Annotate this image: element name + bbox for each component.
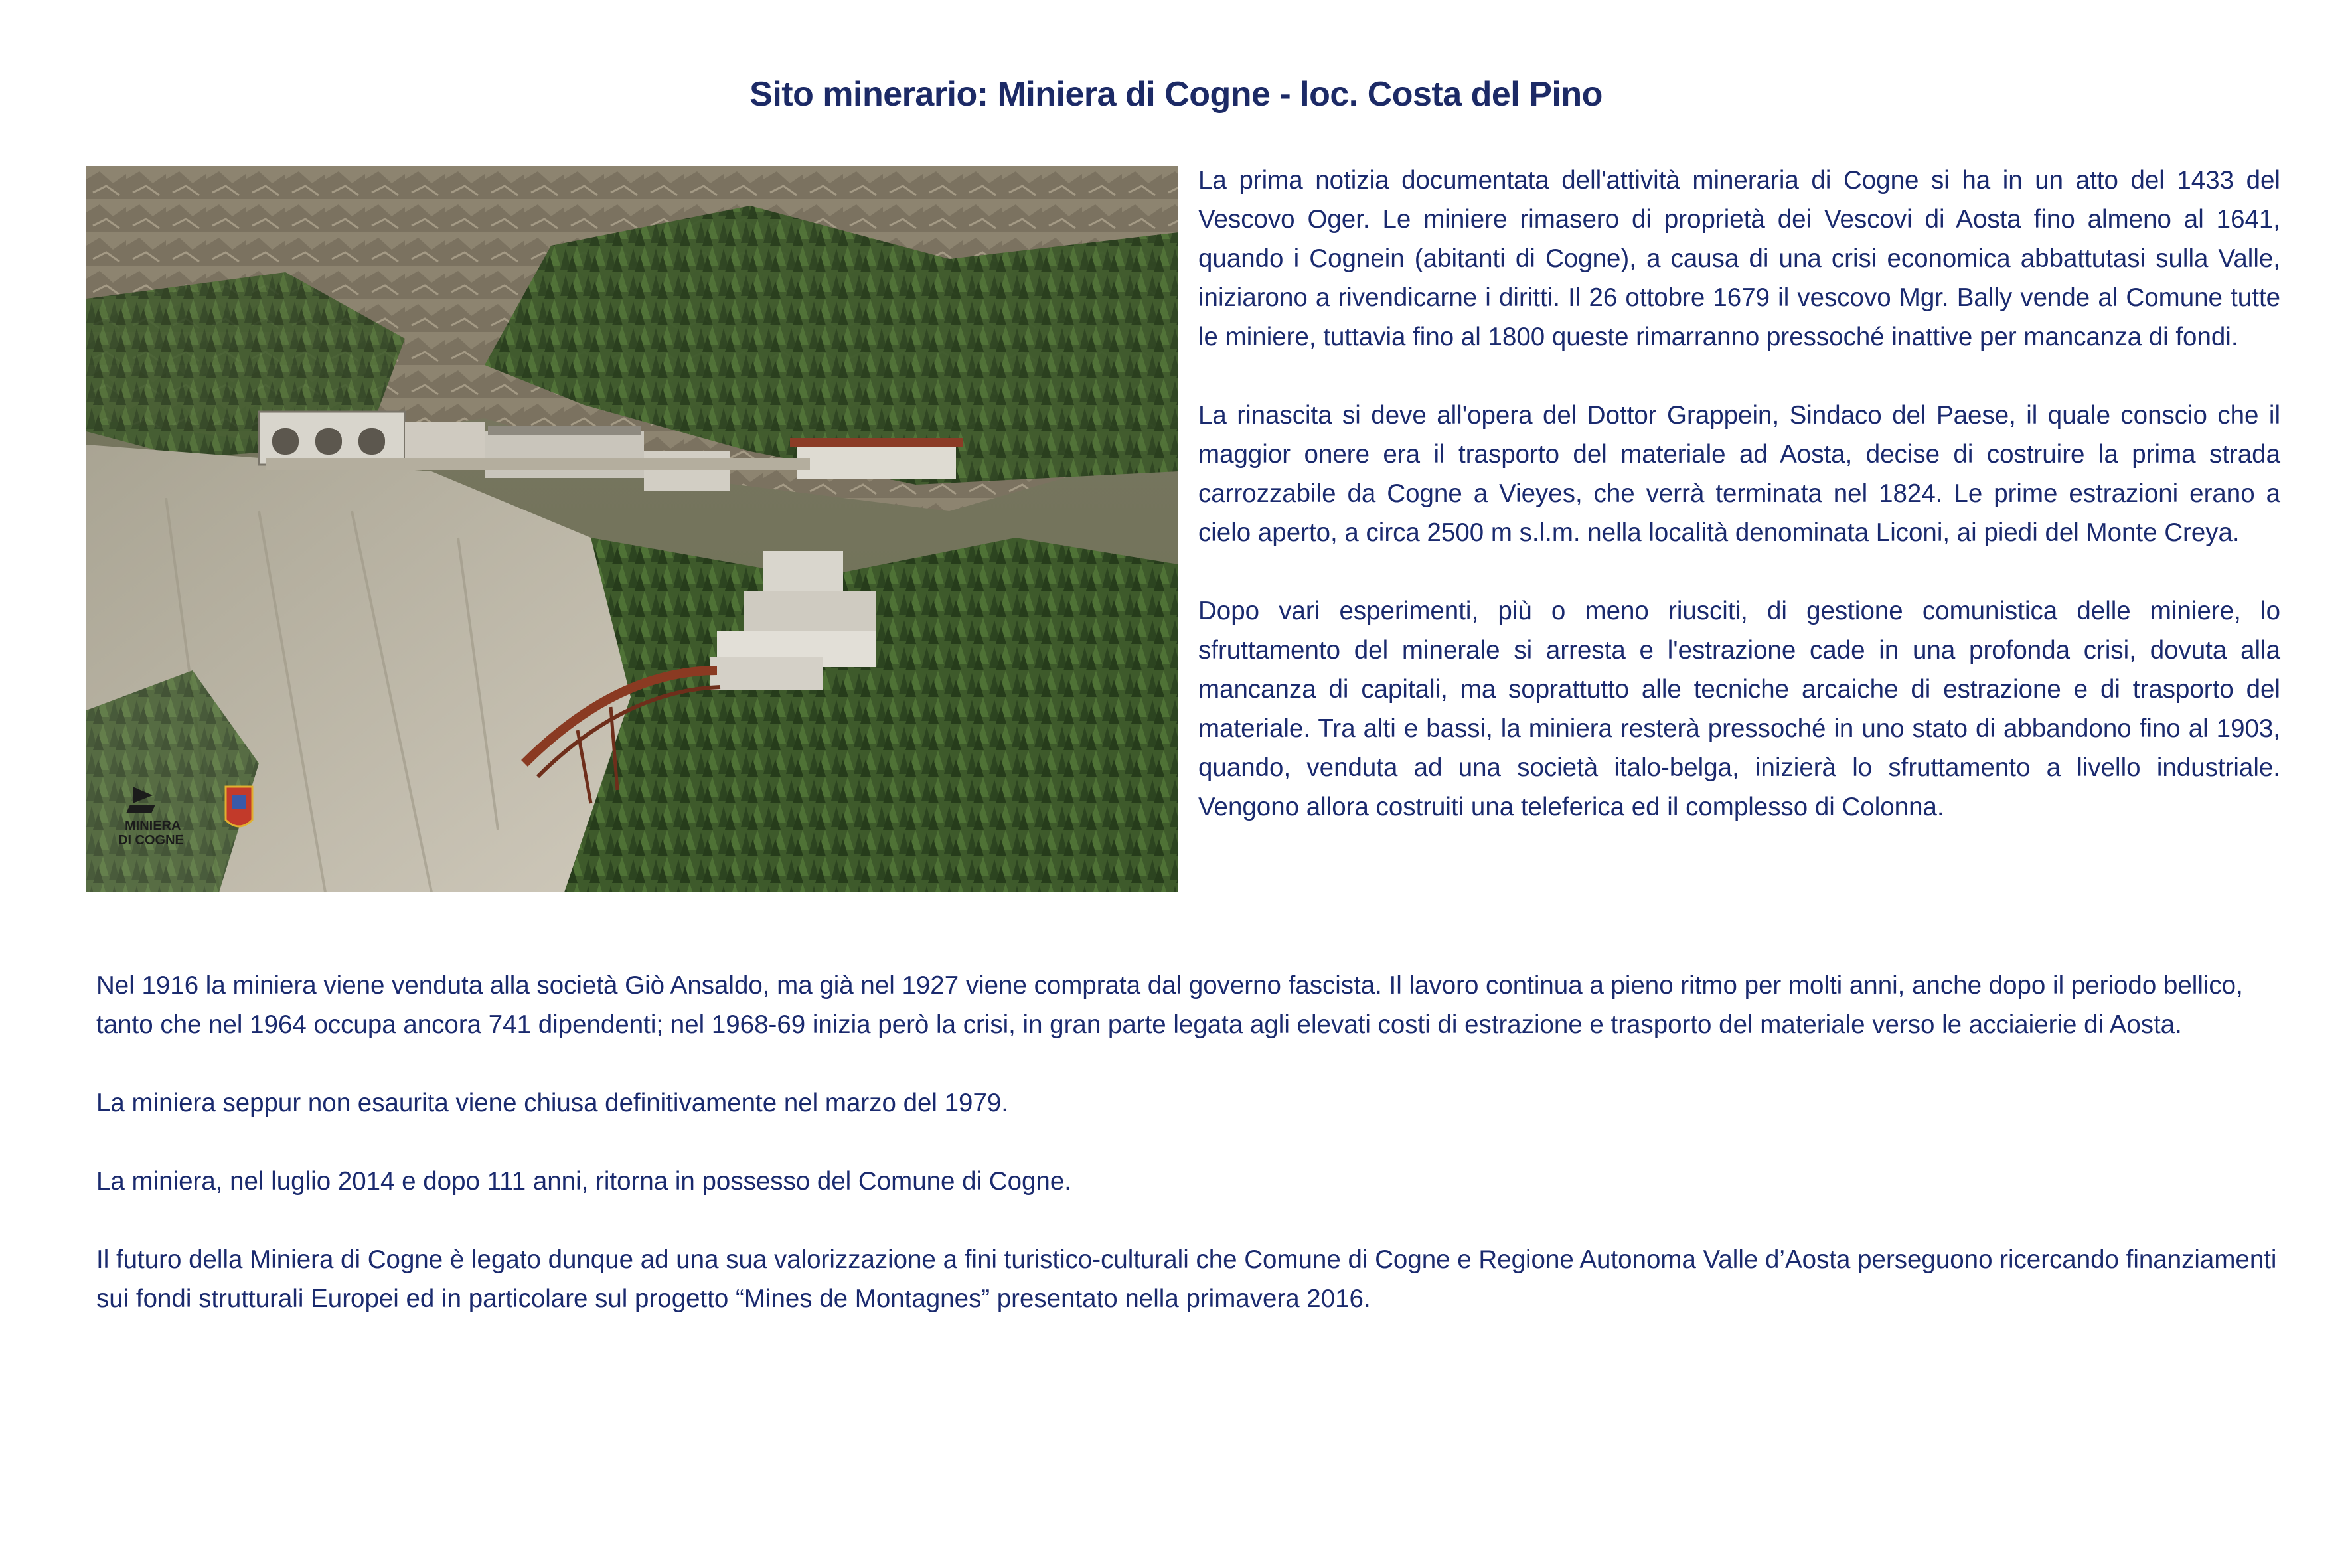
paragraph-rebirth: La rinascita si deve all'opera del Dottor Grappein, Sindaco del Paese, il quale conscio che il maggior onere era il trasporto del materiale ad Aosta, decise di costruire la prima strada carrozzabile da Cogne a Vieyes, che verrà terminata nel 1824. Le prime estrazioni erano a cielo aperto, a circa 2500 m s.l.m. nella località denominata Liconi, ai piedi del Monte Creya. bbox=[1198, 401, 2280, 547]
bottom-text-section bbox=[96, 966, 2280, 1358]
paragraph-crisis-industrial: Dopo vari esperimenti, più o meno riusciti, di gestione comunistica delle miniere, lo sfruttamento del minerale si arresta e l'estrazione cade in una profonda crisi, dovuta alla mancanza di capitali, ma soprattutto alle tecniche arcaiche di estrazione e di trasporto del materiale. Tra alti e bassi, la miniera resterà pressoché in uno stato di abbandono fino al 1903, quando, venduta ad una società italo-belga, inizierà lo sfruttamento a livello industriale. Vengono allora costruiti una teleferica ed il complesso di Colonna. bbox=[1198, 597, 2280, 821]
paragraph-future: Il futuro della Miniera di Cogne è legato dunque ad una sua valorizzazione a fini turistico-culturali che Comune di Cogne e Regione Autonoma Valle d’Aosta perseguono ricercando finanziamenti sui fondi strutturali Europei ed in particolare sul progetto “Mines de Montagnes” presentato nella primavera 2016. bbox=[96, 1245, 2277, 1313]
right-text-column bbox=[1198, 161, 2280, 866]
logo-text-line2: DI COGNE bbox=[118, 833, 184, 848]
mine-landscape-illustration bbox=[86, 166, 1178, 892]
paragraph-ansaldo: Nel 1916 la miniera viene venduta alla società Giò Ansaldo, ma già nel 1927 viene comprata dal governo fascista. Il lavoro continua a pieno ritmo per molti anni, anche dopo il periodo bellico, tanto che nel 1964 occupa ancora 741 dipendenti; nel 1968-69 inizia però la crisi, in gran parte legata agli elevati costi di estrazione e trasporto del materiale verso le acciaierie di Aosta. bbox=[96, 971, 2243, 1039]
mine-aerial-photo bbox=[86, 166, 1178, 892]
paragraph-closure: La miniera seppur non esaurita viene chiusa definitivamente nel marzo del 1979. bbox=[96, 1089, 1008, 1117]
logo-text-line1: MINIERA bbox=[125, 819, 181, 833]
paragraph-return-to-comune: La miniera, nel luglio 2014 e dopo 111 anni, ritorna in possesso del Comune di Cogne. bbox=[96, 1167, 1071, 1196]
paragraph-history-origins: La prima notizia documentata dell'attività mineraria di Cogne si ha in un atto del 1433 del Vescovo Oger. Le miniere rimasero di proprietà dei Vescovi di Aosta fino almeno al 1641, quando i Cognein (abitanti di Cogne), a causa di una crisi economica abbattutasi sulla Valle, iniziarono a rivendicarne i diritti. Il 26 ottobre 1679 il vescovo Mgr. Bally vende al Comune tutte le miniere, tuttavia fino al 1800 queste rimarranno pressoché inattive per mancanza di fondi. bbox=[1198, 166, 2280, 351]
page-title: Sito minerario: Miniera di Cogne - loc. Costa del Pino bbox=[749, 75, 1603, 114]
